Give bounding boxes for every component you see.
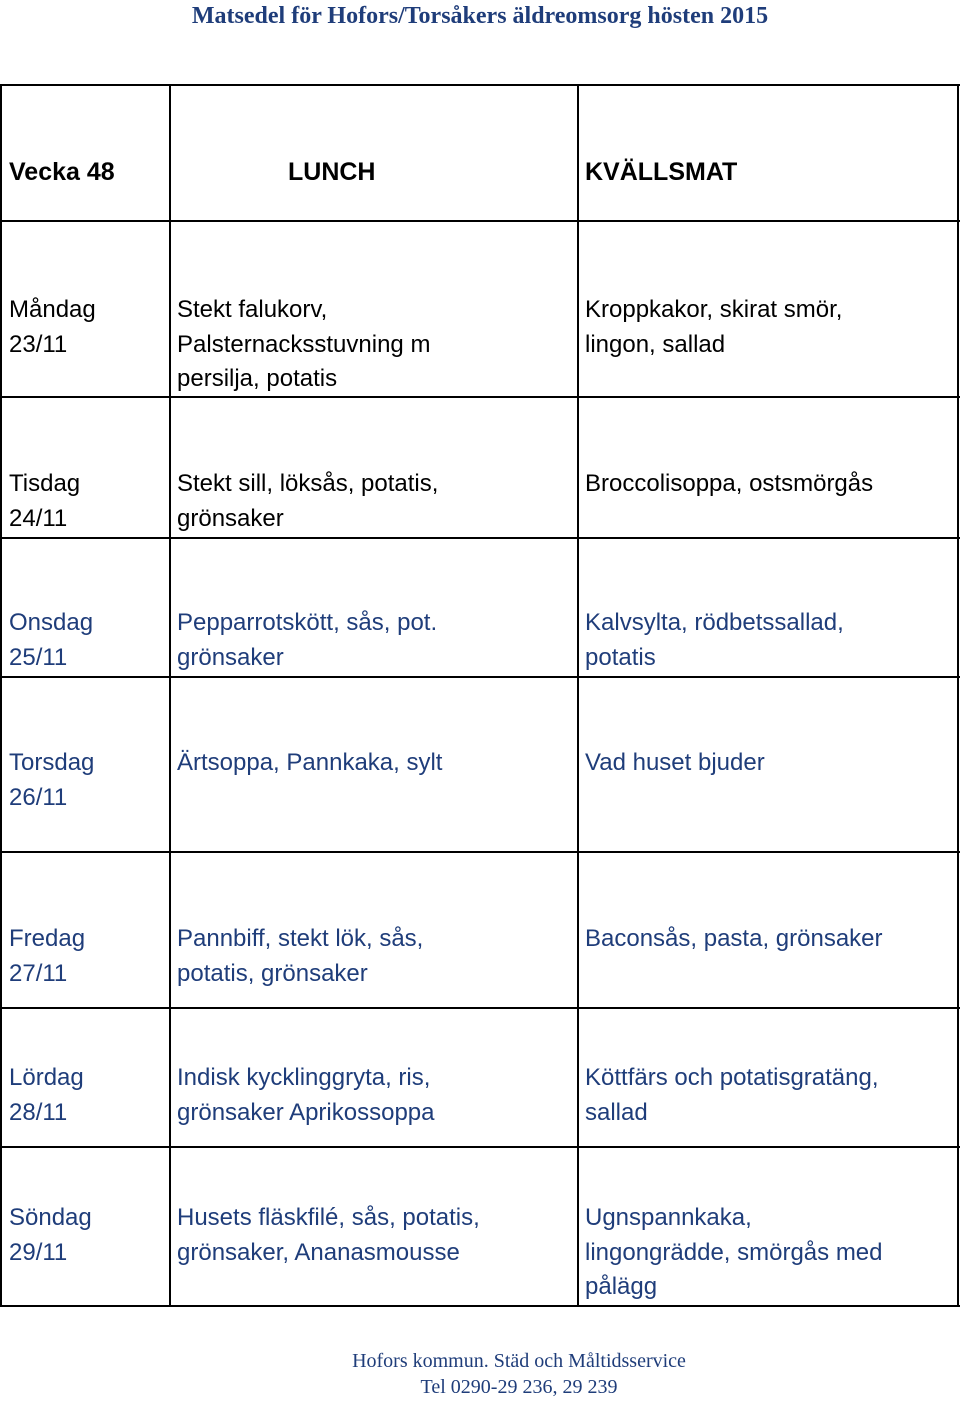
dinner-cell: Kroppkakor, skirat smör, lingon, sallad	[585, 296, 843, 358]
day-cell: Fredag 27/11	[9, 925, 86, 987]
header-week: Vecka 48	[9, 158, 115, 186]
row-divider	[0, 220, 960, 222]
lunch-cell: Stekt sill, löksås, potatis, grönsaker	[177, 470, 439, 532]
day-cell: Måndag 23/11	[9, 296, 96, 358]
day-cell: Onsdag 25/11	[9, 609, 94, 671]
dinner-cell: Baconsås, pasta, grönsaker	[585, 925, 883, 952]
page-title: Matsedel för Hofors/Torsåkers äldreomsorg hösten 2015	[191, 3, 769, 29]
footer-organization: Hofors kommun. Städ och Måltidsservice	[352, 1350, 686, 1372]
dinner-cell: Vad huset bjuder	[585, 749, 765, 776]
lunch-cell: Ärtsoppa, Pannkaka, sylt	[177, 749, 443, 776]
row-divider	[0, 396, 960, 398]
dinner-cell: Ugnspannkaka, lingongrädde, smörgås med pålägg	[585, 1204, 883, 1300]
column-divider-1	[169, 84, 171, 1307]
lunch-cell: Pannbiff, stekt lök, sås, potatis, grönsaker	[177, 925, 424, 987]
row-divider	[0, 537, 960, 539]
row-divider	[0, 1007, 960, 1009]
lunch-cell: Pepparrotskött, sås, pot. grönsaker	[177, 609, 438, 671]
day-cell: Söndag 29/11	[9, 1204, 92, 1266]
row-divider	[0, 1146, 960, 1148]
day-cell: Torsdag 26/11	[9, 749, 95, 811]
header-lunch: LUNCH	[288, 158, 376, 186]
column-divider-2	[577, 84, 579, 1307]
dinner-cell: Kalvsylta, rödbetssallad, potatis	[585, 609, 844, 671]
lunch-cell: Husets fläskfilé, sås, potatis, grönsaker, Ananasmousse	[177, 1204, 480, 1266]
day-cell: Tisdag 24/11	[9, 470, 81, 532]
day-cell: Lördag 28/11	[9, 1064, 84, 1126]
header-dinner: KVÄLLSMAT	[585, 158, 738, 186]
lunch-cell: Indisk kycklinggryta, ris, grönsaker Aprikossoppa	[177, 1064, 435, 1126]
table-border-left	[0, 84, 2, 1307]
row-divider	[0, 676, 960, 678]
dinner-cell: Broccolisoppa, ostsmörgås	[585, 470, 874, 497]
row-divider	[0, 851, 960, 853]
dinner-cell: Köttfärs och potatisgratäng, sallad	[585, 1064, 879, 1126]
lunch-cell: Stekt falukorv, Palsternacksstuvning m persilja, potatis	[177, 296, 431, 392]
table-border-bottom	[0, 1305, 960, 1307]
footer-phone: Tel 0290-29 236, 29 239	[420, 1376, 618, 1398]
table-border-right	[957, 84, 959, 1307]
table-border-top	[0, 84, 960, 86]
